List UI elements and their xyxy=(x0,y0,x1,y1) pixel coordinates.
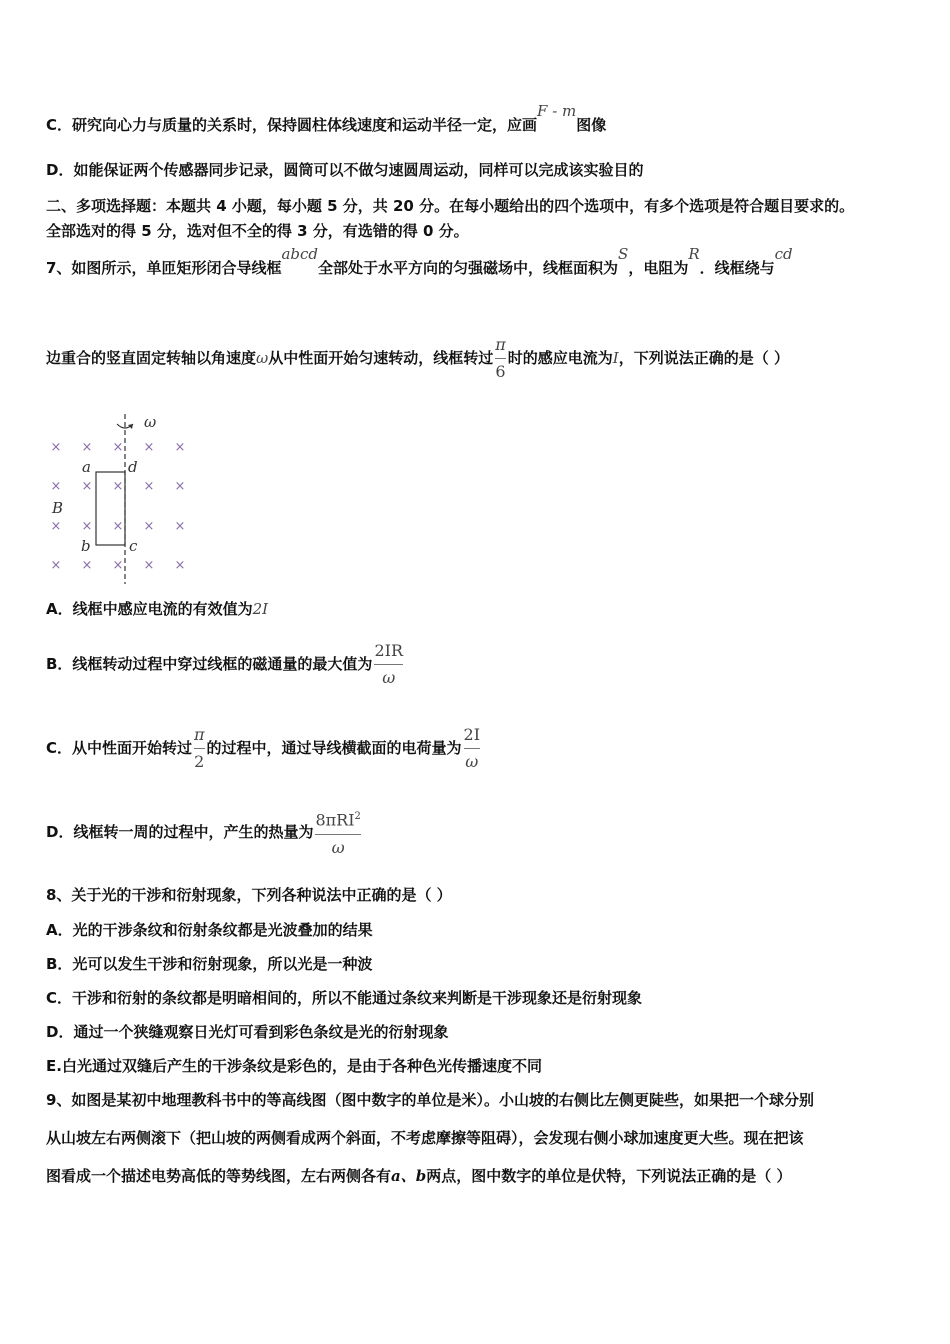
section-heading-line1: 二、多项选择题：本题共 4 小题，每小题 5 分，共 20 分。在每小题给出的四个选项中，有多个选项是符合题目要求的。 xyxy=(46,197,855,215)
fraction-numerator: 2IR xyxy=(374,641,403,660)
q7-math-s: S xyxy=(618,245,629,263)
q7-option-c xyxy=(46,718,482,778)
q7-figure xyxy=(40,412,200,587)
q8-stem: 8、关于光的干涉和衍射现象，下列各种说法中正确的是（ ） xyxy=(46,886,452,904)
field-cross: × xyxy=(143,479,155,494)
q7-option-c-fraction-pi-2 xyxy=(194,726,205,771)
field-cross: × xyxy=(81,479,93,494)
q6-option-c-after: 图像 xyxy=(576,116,607,134)
fraction-numerator: π xyxy=(495,335,506,354)
field-cross: × xyxy=(143,519,155,534)
q7-fraction-pi-over-6 xyxy=(495,336,506,381)
section-heading-line2: 全部选对的得 5 分，选对但不全的得 3 分，有选错的得 0 分。 xyxy=(46,222,469,240)
q7-text-8: ，下列说法正确的是（ ） xyxy=(618,349,789,367)
q7-option-b-fraction xyxy=(374,642,403,687)
magnetic-field-crosses xyxy=(51,440,186,573)
field-cross: × xyxy=(81,519,93,534)
q6-option-c-label: C．研究向心力与质量的关系时，保持圆柱体线速度和运动半径一定，应画 xyxy=(46,116,538,134)
numerator-text: 8πRI xyxy=(315,810,355,830)
fraction-numerator xyxy=(315,808,360,829)
field-cross: × xyxy=(112,479,124,494)
field-cross: × xyxy=(143,558,155,573)
corner-label-b: b xyxy=(81,537,91,555)
q8-option-e: E.白光通过双缝后产生的干涉条纹是彩色的，是由于各种色光传播速度不同 xyxy=(46,1057,542,1075)
q8-option-b: B．光可以发生干涉和衍射现象，所以光是一种波 xyxy=(46,955,373,973)
q7-option-a-math: 2I xyxy=(252,600,269,618)
q6-option-c-math: F - m xyxy=(537,102,577,120)
q7-stem-line1 xyxy=(46,245,793,278)
corner-label-d: d xyxy=(128,458,138,476)
field-cross: × xyxy=(81,440,93,455)
q8-option-a: A．光的干涉条纹和衍射条纹都是光波叠加的结果 xyxy=(46,921,373,939)
q7-option-a-label: A．线框中感应电流的有效值为 xyxy=(46,600,253,618)
field-label-b: B xyxy=(52,499,64,517)
fraction-denominator: ω xyxy=(331,837,345,857)
q9-stem-line3 xyxy=(46,1166,791,1186)
q7-option-c-fraction xyxy=(464,726,481,771)
q6-option-d: D．如能保证两个传感器同步记录，圆筒可以不做匀速圆周运动，同样可以完成该实验目的 xyxy=(46,161,644,179)
q8-option-d: D．通过一个狭缝观察日光灯可看到彩色条纹是光的衍射现象 xyxy=(46,1023,449,1041)
field-cross: × xyxy=(112,519,124,534)
fraction-denominator: ω xyxy=(382,668,396,687)
q8-option-c: C．干涉和衍射的条纹都是明暗相间的，所以不能通过条纹来判断是干涉现象还是衍射现象 xyxy=(46,989,643,1007)
q6-option-c xyxy=(46,102,607,135)
field-cross: × xyxy=(174,558,186,573)
fraction-numerator: 2I xyxy=(463,725,481,744)
omega-label: ω xyxy=(144,413,157,431)
fraction-denominator: 2 xyxy=(194,752,205,771)
fraction-denominator: 6 xyxy=(495,362,506,381)
q7-text-1: 7、如图所示，单匝矩形闭合导线框 xyxy=(46,259,282,277)
field-cross: × xyxy=(174,479,186,494)
q7-option-b-label: B．线框转动过程中穿过线框的磁通量的最大值为 xyxy=(46,655,373,673)
numerator-exponent: 2 xyxy=(354,811,361,823)
field-cross: × xyxy=(50,479,62,494)
q7-option-b xyxy=(46,634,405,694)
q7-math-r: R xyxy=(688,245,700,263)
q7-text-6: 从中性面开始匀速转动，线框转过 xyxy=(268,349,494,367)
q9-stem-line2: 从山坡左右两侧滚下（把山坡的两侧看成两个斜面，不考虑摩擦等阻碍），会发现右侧小球加速度更大些。现在把该 xyxy=(46,1129,804,1147)
q9-stem-line1: 9、如图是某初中地理教科书中的等高线图（图中数字的单位是米）。小山坡的右侧比左侧更陡些，如果把一个球分别 xyxy=(46,1091,814,1109)
q9-text-2: 两点，图中数字的单位是伏特，下列说法正确的是（ ） xyxy=(426,1167,792,1185)
q7-option-c-label1: C．从中性面开始转过 xyxy=(46,739,193,757)
q7-text-4: ．线框绕与 xyxy=(699,259,775,277)
q7-text-3: ，电阻为 xyxy=(628,259,689,277)
field-cross: × xyxy=(174,519,186,534)
q9-text-1: 图看成一个描述电势高低的等势线图，左右两侧各有 xyxy=(46,1167,392,1185)
q7-text-2: 全部处于水平方向的匀强磁场中，线框面积为 xyxy=(318,259,619,277)
q7-math-abcd: abcd xyxy=(281,245,319,263)
field-cross: × xyxy=(143,440,155,455)
field-cross: × xyxy=(50,558,62,573)
field-cross: × xyxy=(50,519,62,534)
field-cross: × xyxy=(81,558,93,573)
q7-option-d-fraction xyxy=(315,808,360,856)
q7-text-5: 边重合的竖直固定转轴以角速度 xyxy=(46,349,257,367)
q7-math-cd: cd xyxy=(774,245,793,263)
fraction-numerator: π xyxy=(194,725,205,744)
field-cross: × xyxy=(112,440,124,455)
q7-option-a xyxy=(46,599,268,619)
q7-option-d xyxy=(46,802,363,862)
q7-text-7: 时的感应电流为 xyxy=(507,349,613,367)
field-cross: × xyxy=(174,440,186,455)
field-cross: × xyxy=(112,558,124,573)
q7-option-c-label2: 的过程中，通过导线横截面的电荷量为 xyxy=(206,739,462,757)
q7-option-d-label: D．线框转一周的过程中，产生的热量为 xyxy=(46,823,314,841)
q7-math-i: I xyxy=(612,349,619,367)
q7-math-omega: ω xyxy=(256,349,269,367)
corner-label-c: c xyxy=(129,537,138,555)
q9-points-ab: a、b xyxy=(391,1167,427,1185)
q7-stem-line2 xyxy=(46,336,789,381)
fraction-denominator: ω xyxy=(465,752,479,771)
field-cross: × xyxy=(50,440,62,455)
corner-label-a: a xyxy=(82,458,91,476)
